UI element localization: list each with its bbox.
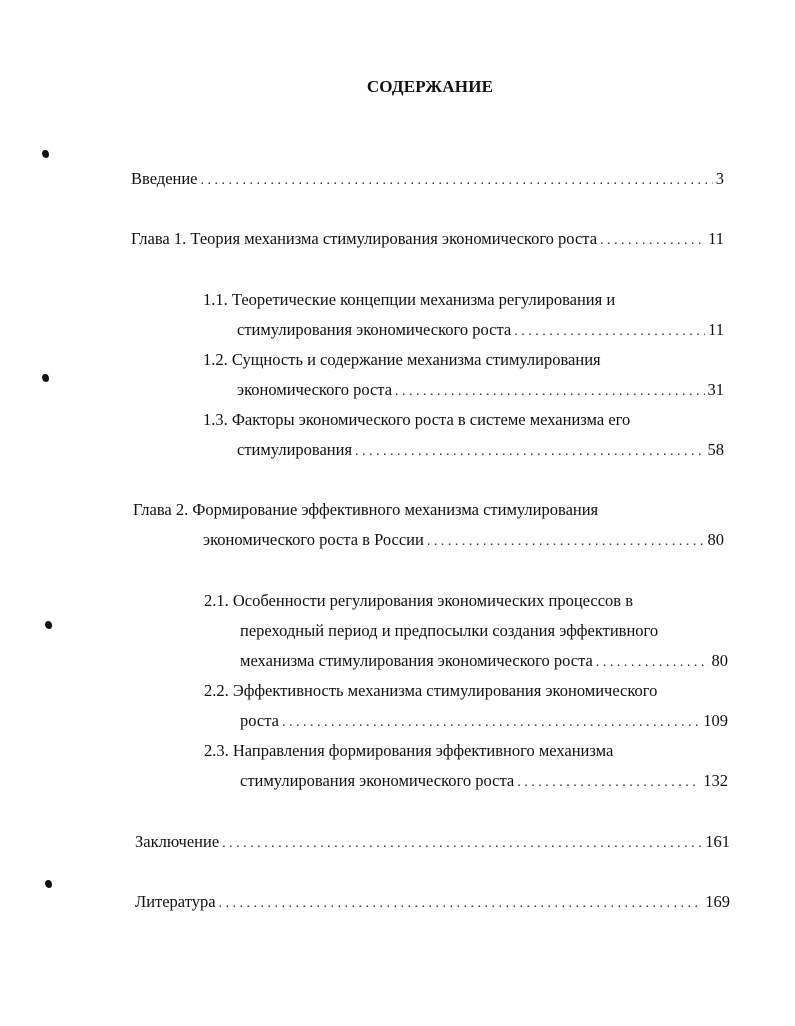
toc-entry-label: стимулирования — [237, 440, 353, 459]
toc-entry-label: Заключение — [135, 832, 220, 851]
toc-entry-2-2-line1[interactable]: 2.2. Эффективность механизма стимулирования экономического — [204, 681, 658, 700]
scan-speck — [45, 621, 52, 629]
toc-page-number: 11 — [708, 229, 724, 248]
toc-entry-1-1[interactable] — [237, 320, 724, 342]
toc-page-number: 58 — [707, 440, 724, 459]
toc-entry-1-3-line1[interactable]: 1.3. Факторы экономического роста в системе механизма его — [203, 410, 631, 429]
dot-leader — [201, 171, 713, 191]
scan-speck — [42, 374, 49, 382]
toc-entry-2-1-line1[interactable]: 2.1. Особенности регулирования экономических процессов в — [204, 591, 633, 610]
toc-entry-conclusion[interactable] — [135, 832, 730, 854]
toc-entry-literature[interactable] — [135, 892, 730, 914]
toc-entry-1-3[interactable] — [237, 440, 724, 462]
toc-entry-1-1-line1[interactable]: 1.1. Теоретические концепции механизма регулирования и — [203, 290, 616, 309]
toc-page-number: 80 — [711, 651, 728, 670]
toc-entry-label: стимулирования экономического роста — [237, 320, 512, 339]
dot-leader — [596, 653, 709, 673]
toc-page-number: 169 — [705, 892, 730, 911]
toc-entry-label: стимулирования экономического роста — [240, 771, 515, 790]
scan-speck — [45, 880, 52, 888]
toc-entry-chapter-2-line1[interactable]: Глава 2. Формирование эффективного механизма стимулирования — [133, 500, 599, 519]
dot-leader — [282, 713, 700, 733]
toc-entry-2-3-line1[interactable]: 2.3. Направления формирования эффективного механизма — [204, 741, 614, 760]
toc-entry-label: экономического роста — [237, 380, 393, 399]
page-title: СОДЕРЖАНИЕ — [366, 77, 494, 96]
toc-page-number: 11 — [708, 320, 724, 339]
toc-page-number: 161 — [705, 832, 730, 851]
dot-leader — [355, 442, 704, 462]
scan-speck — [42, 150, 49, 158]
dot-leader — [514, 322, 705, 342]
toc-entry-2-1-line2[interactable]: переходный период и предпосылки создания эффективного — [240, 621, 659, 640]
toc-page-number: 31 — [707, 380, 724, 399]
toc-page-number: 3 — [715, 169, 724, 188]
toc-page-number: 109 — [703, 711, 728, 730]
toc-entry-label: механизма стимулирования экономического роста — [240, 651, 593, 670]
toc-entry-1-2-line1[interactable]: 1.2. Сущность и содержание механизма стимулирования — [203, 350, 601, 369]
dot-leader — [395, 382, 704, 402]
toc-entry-label: Литература — [135, 892, 216, 911]
dot-leader — [219, 894, 703, 914]
toc-entry-label: роста — [240, 711, 279, 730]
toc-entry-2-2[interactable] — [240, 711, 728, 733]
dot-leader — [427, 532, 705, 552]
toc-page-number: 132 — [703, 771, 728, 790]
dot-leader — [517, 773, 700, 793]
toc-entry-1-2[interactable] — [237, 380, 724, 402]
toc-entry-intro[interactable] — [131, 169, 724, 191]
toc-entry-2-1[interactable] — [240, 651, 728, 673]
toc-entry-label: Глава 1. Теория механизма стимулирования экономического роста — [131, 229, 598, 248]
toc-entry-chapter-1[interactable] — [131, 229, 724, 251]
toc-entry-chapter-2[interactable] — [203, 530, 724, 552]
dot-leader — [222, 834, 702, 854]
toc-entry-label: Введение — [131, 169, 198, 188]
toc-entry-label: экономического роста в России — [203, 530, 424, 549]
dot-leader — [600, 231, 705, 251]
toc-entry-2-3[interactable] — [240, 771, 728, 793]
toc-page-number: 80 — [707, 530, 724, 549]
